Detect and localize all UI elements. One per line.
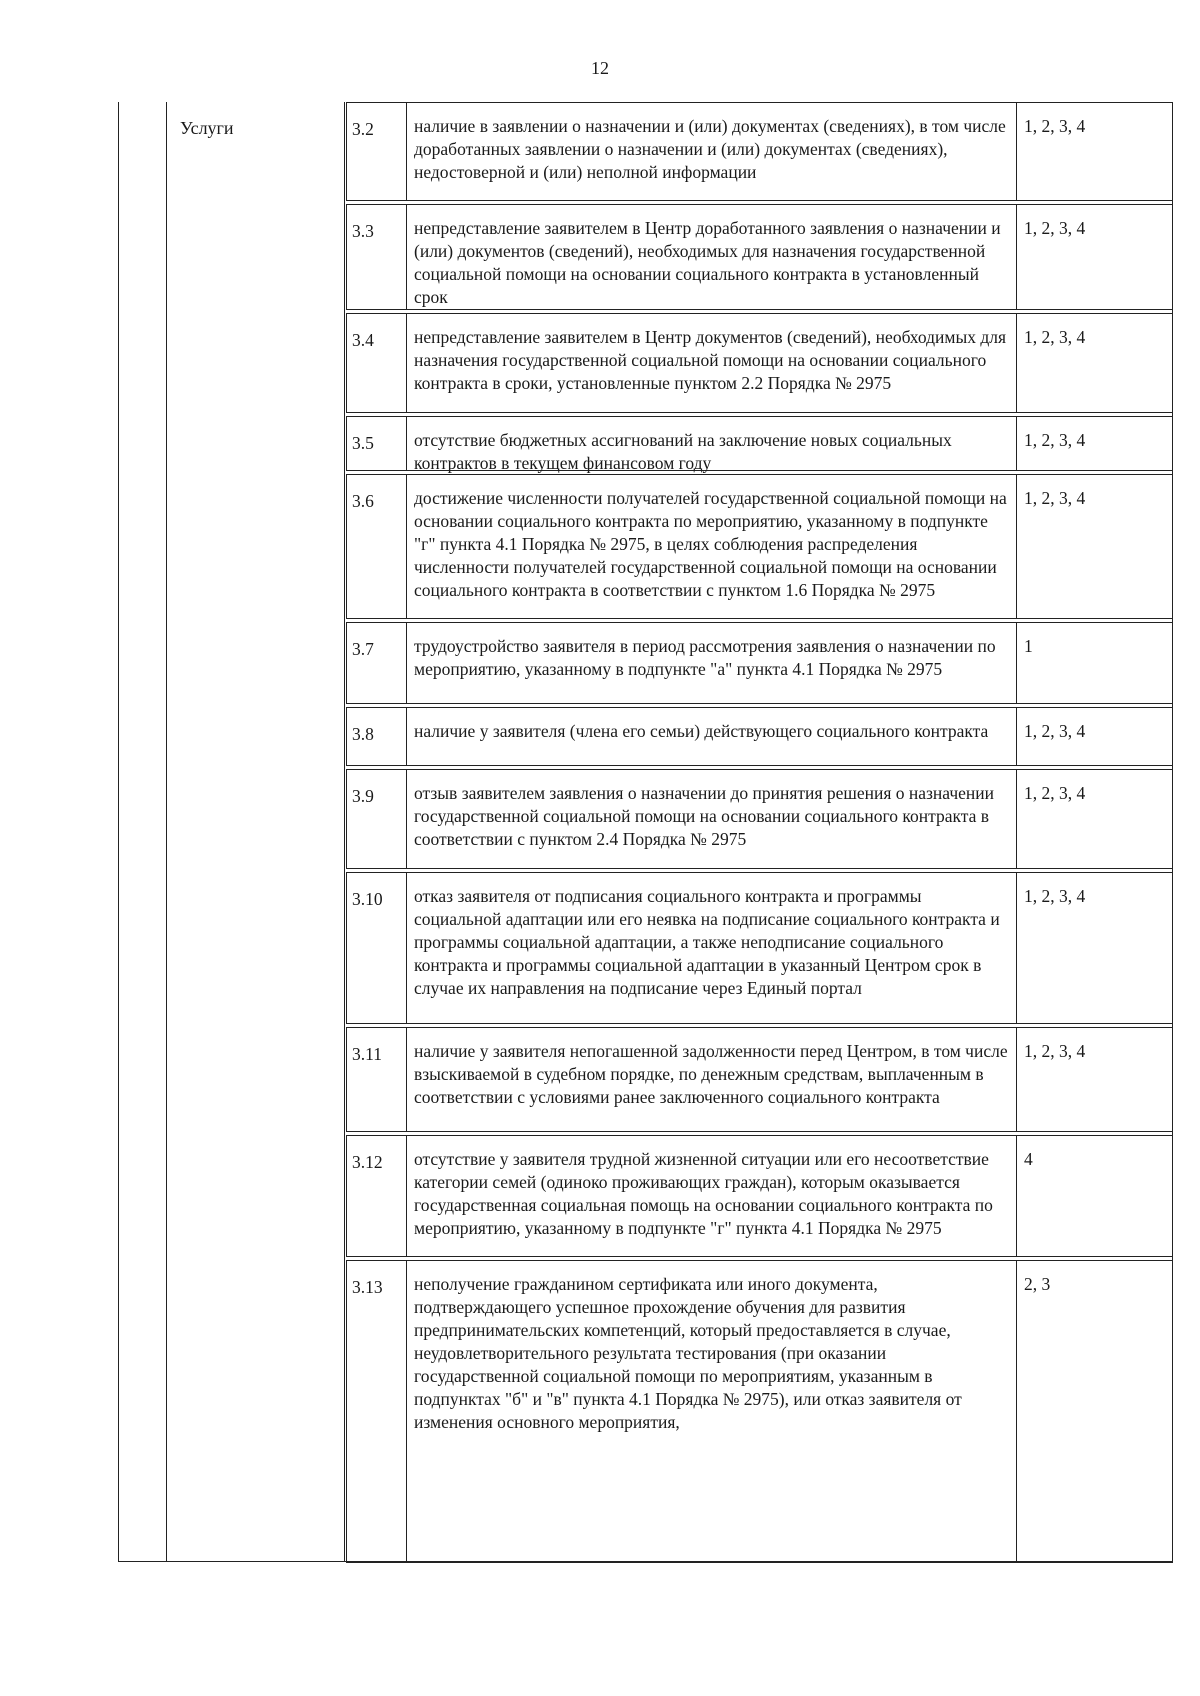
page-number: 12 (591, 58, 609, 78)
service-category-label: Услуги (180, 118, 234, 138)
row-number: 3.7 (352, 639, 374, 659)
row-codes: 1, 2, 3, 4 (1024, 116, 1086, 136)
row-border (1172, 1135, 1173, 1256)
row-number: 3.2 (352, 119, 374, 139)
row-number: 3.9 (352, 786, 374, 806)
row-border (1172, 622, 1173, 703)
row-number: 3.4 (352, 330, 374, 350)
row-codes: 2, 3 (1024, 1274, 1051, 1294)
row-codes: 1, 2, 3, 4 (1024, 218, 1086, 238)
row-border (1172, 102, 1173, 200)
row-border (346, 200, 1173, 201)
row-number: 3.3 (352, 221, 374, 241)
row-border (346, 1131, 1173, 1132)
row-condition-text: достижение численности получателей государственной социальной помощи на основании социального контракта по мероприятию, указанному в подпункте "г" пункта 4.1 Порядка № 2975, в целях соблюдения распределения численности получателей государственной социальной помощи на основании социального контракта в соответствии с пунктом 1.6 Порядка № 2975 (414, 488, 1007, 600)
row-condition-text: трудоустройство заявителя в период рассмотрения заявления о назначении по мероприятию, указанному в подпункте "а" пункта 4.1 Порядка № 2975 (414, 636, 996, 679)
row-number: 3.11 (352, 1044, 382, 1064)
row-codes: 1, 2, 3, 4 (1024, 721, 1086, 741)
row-number: 3.5 (352, 433, 374, 453)
row-border (1172, 872, 1173, 1023)
row-condition-text: отзыв заявителем заявления о назначении до принятия решения о назначении государственной социальной помощи на основании социального контракта в соответствии с пунктом 2.4 Порядка № 2975 (414, 783, 995, 849)
row-codes: 1, 2, 3, 4 (1024, 886, 1086, 906)
row-border (346, 412, 1173, 413)
row-border (346, 618, 1173, 619)
row-condition-text: отказ заявителя от подписания социального контракта и программы социальной адаптации или его неявка на подписание социального контракта и программы социальной адаптации, а также неподписание социального контракта и программы социальной адаптации в указанный Центром срок в случае их направления на подписание через Единый портал (414, 886, 1000, 998)
row-border (1172, 416, 1173, 470)
row-border (1172, 474, 1173, 618)
row-condition-text: наличие у заявителя непогашенной задолженности перед Центром, в том числе взыскиваемой в судебном порядке, по денежным средствам, выплаченным в соответствии с условиями ранее заключенного социального контракта (414, 1041, 1008, 1107)
row-number: 3.13 (352, 1277, 383, 1297)
row-border (346, 868, 1173, 869)
table-border-left (118, 102, 119, 1562)
row-number: 3.12 (352, 1152, 383, 1172)
row-border (1172, 769, 1173, 868)
row-border (1172, 204, 1173, 309)
row-condition-text: отсутствие бюджетных ассигнований на заключение новых социальных контрактов в текущем финансовом году (414, 430, 952, 473)
row-condition-text: неполучение гражданином сертификата или иного документа, подтверждающего успешное прохождение обучения для развития предпринимательских компетенций, который предоставляется в случае, неудовлетворительного результата тестирования (при оказании государственной социальной помощи по мероприятиям, указанным в подпунктах "б" и "в" пункта 4.1 Порядка № 2975), или отказ заявителя от изменения основного мероприятия, (414, 1274, 962, 1432)
row-border (346, 309, 1173, 310)
row-codes: 1, 2, 3, 4 (1024, 783, 1086, 803)
row-number: 3.10 (352, 889, 383, 909)
row-border (346, 765, 1173, 766)
table-column-divider (344, 102, 345, 1562)
row-border (1172, 1260, 1173, 1562)
row-border (1172, 707, 1173, 765)
row-border (346, 1260, 347, 1562)
row-border (346, 1256, 1173, 1257)
row-codes: 1, 2, 3, 4 (1024, 488, 1086, 508)
row-border (1172, 313, 1173, 412)
row-border (346, 1562, 1173, 1563)
conditions-table (118, 102, 1173, 1562)
row-codes: 1, 2, 3, 4 (1024, 1041, 1086, 1061)
row-condition-text: отсутствие у заявителя трудной жизненной ситуации или его несоответствие категории семей (одиноко проживающих граждан), которым оказывается государственная социальная помощь на основании социального контракта по мероприятию, указанному в подпункте "г" пункта 4.1 Порядка № 2975 (414, 1149, 993, 1238)
row-codes: 1, 2, 3, 4 (1024, 327, 1086, 347)
row-border (1016, 1260, 1017, 1562)
row-condition-text: непредставление заявителем в Центр доработанного заявления о назначении и (или) документов (сведений), необходимых для назначения государственной социальной помощи на основании социального контракта в установленный срок (414, 218, 1001, 307)
row-codes: 4 (1024, 1149, 1033, 1169)
row-condition-text: наличие у заявителя (члена его семьи) действующего социального контракта (414, 721, 989, 741)
row-number: 3.6 (352, 491, 374, 511)
row-border (346, 1023, 1173, 1024)
row-condition-text: непредставление заявителем в Центр документов (сведений), необходимых для назначения государственной социальной помощи на основании социального контракта в сроки, установленные пунктом 2.2 Порядка № 2975 (414, 327, 1007, 393)
row-condition-text: наличие в заявлении о назначении и (или) документах (сведениях), в том числе доработанных заявлении о назначении и (или) документах (сведениях), недостоверной и (или) неполной информации (414, 116, 1006, 182)
table-column-divider (166, 102, 167, 1562)
row-border (1172, 1027, 1173, 1131)
row-border (346, 703, 1173, 704)
row-number: 3.8 (352, 724, 374, 744)
row-codes: 1 (1024, 636, 1033, 656)
row-codes: 1, 2, 3, 4 (1024, 430, 1086, 450)
